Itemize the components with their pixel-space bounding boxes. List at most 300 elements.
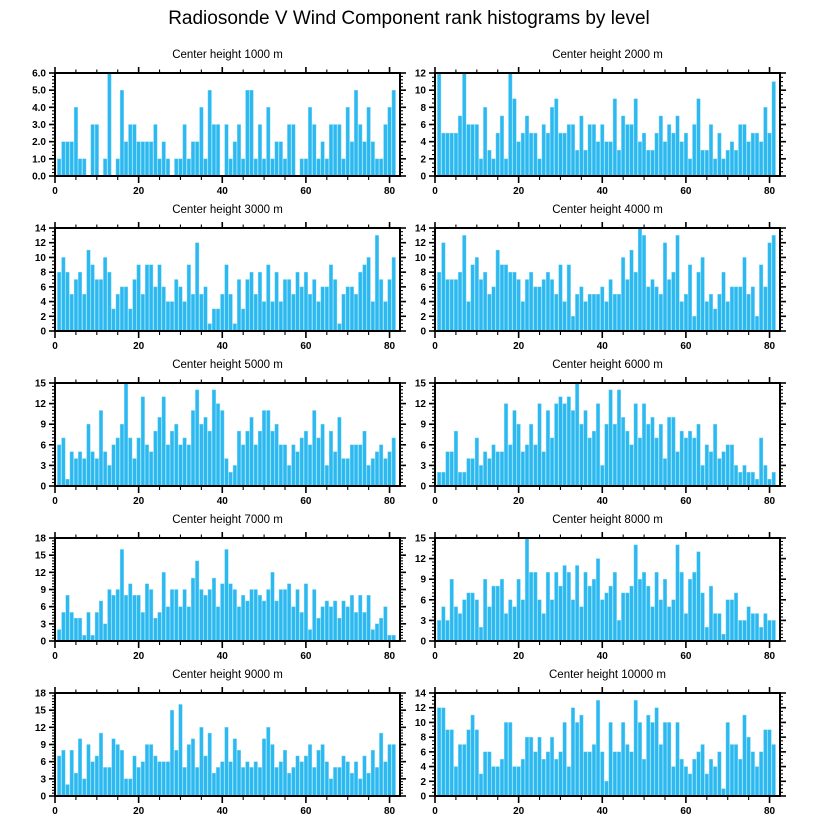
bar (471, 593, 475, 641)
bar (129, 438, 133, 486)
bar (87, 745, 91, 797)
bar (759, 752, 763, 796)
bar (325, 159, 329, 176)
bar (621, 417, 625, 486)
x-tick-label: 0 (432, 806, 438, 817)
bar (542, 759, 546, 796)
bar (200, 590, 204, 642)
bar (87, 250, 91, 331)
bar (262, 601, 266, 641)
bar (241, 309, 245, 331)
bar (739, 759, 743, 796)
bar (95, 125, 99, 177)
bar (684, 294, 688, 331)
bar (375, 767, 379, 796)
x-tick-label: 20 (133, 186, 145, 197)
bar (95, 756, 99, 796)
bar (626, 593, 630, 641)
bar (279, 302, 283, 331)
histogram-panel-5000m (15, 359, 420, 511)
bar (367, 595, 371, 641)
y-tick-label: 6 (420, 440, 426, 452)
bar (772, 235, 776, 331)
bar (617, 150, 621, 176)
bar (688, 159, 692, 176)
bar (667, 607, 671, 641)
x-tick-label: 20 (133, 496, 145, 507)
bar (534, 445, 538, 486)
bar (141, 142, 145, 176)
bar (317, 302, 321, 331)
bar (62, 142, 66, 176)
bar (647, 715, 651, 796)
bar (384, 459, 388, 486)
bar (609, 142, 613, 176)
bar (212, 578, 216, 641)
y-tick-label: 9 (420, 574, 426, 586)
bar (471, 459, 475, 486)
x-tick-label: 0 (432, 651, 438, 662)
bar (103, 159, 107, 176)
bar (70, 612, 74, 641)
bar (659, 745, 663, 797)
bar (642, 133, 646, 176)
bar (458, 745, 462, 797)
bar (483, 452, 487, 486)
bar (751, 133, 755, 176)
bar (734, 150, 738, 176)
histogram-plot (15, 65, 420, 201)
bar (571, 125, 575, 177)
bar (605, 781, 609, 796)
bar (525, 280, 529, 332)
bar (254, 159, 258, 176)
subplot-title: Center height 6000 m (552, 359, 663, 371)
y-tick-label: 10 (414, 252, 426, 264)
bar (613, 752, 617, 796)
histogram-plot (395, 65, 800, 201)
bar (375, 159, 379, 176)
bar (718, 133, 722, 176)
bar (233, 324, 237, 331)
bar (267, 727, 271, 796)
histogram-plot (395, 530, 800, 666)
bar (755, 614, 759, 641)
bar (313, 767, 317, 796)
bar (329, 431, 333, 486)
bar (747, 294, 751, 331)
bar (254, 294, 258, 331)
bar (296, 272, 300, 331)
bar (538, 159, 542, 176)
y-tick-label: 8 (420, 267, 426, 279)
bar (534, 133, 538, 176)
bar (112, 595, 116, 641)
bar (191, 410, 195, 486)
bar (446, 620, 450, 641)
bar (655, 287, 659, 331)
y-tick-label: 15 (34, 705, 46, 717)
bar (384, 302, 388, 331)
x-tick-label: 60 (300, 496, 312, 507)
x-tick-label: 80 (763, 806, 776, 817)
bar (450, 280, 454, 332)
bar (596, 559, 600, 641)
bar (467, 302, 471, 331)
bar (626, 125, 630, 177)
bar (496, 452, 500, 486)
bar (204, 159, 208, 176)
histogram-svg (395, 685, 800, 821)
bar (688, 265, 692, 331)
bar (500, 452, 504, 486)
bar (329, 265, 333, 331)
bar (559, 586, 563, 641)
bar (158, 265, 162, 331)
bar (292, 767, 296, 796)
bar (504, 265, 508, 331)
bar (329, 607, 333, 641)
x-tick-label: 80 (383, 496, 396, 507)
bar (95, 459, 99, 486)
bar (359, 272, 363, 331)
x-tick-label: 0 (432, 186, 438, 197)
bar (672, 133, 676, 176)
subplot-title: Center height 5000 m (172, 359, 283, 371)
bar (246, 280, 250, 332)
bar (651, 722, 655, 796)
bar (534, 572, 538, 641)
bar (229, 584, 233, 641)
bar (739, 125, 743, 177)
bar (697, 752, 701, 796)
y-tick-label: 3 (40, 774, 46, 786)
bar (229, 472, 233, 486)
bar (57, 445, 61, 486)
bar (463, 235, 467, 331)
bar (133, 125, 137, 177)
bar (338, 324, 342, 331)
bar (517, 579, 521, 641)
bar (555, 572, 559, 641)
bar (292, 445, 296, 486)
bar (221, 294, 225, 331)
histogram-svg (15, 375, 420, 511)
bar (91, 265, 95, 331)
bar (254, 762, 258, 796)
bar (617, 390, 621, 486)
bar (534, 287, 538, 331)
bar (467, 125, 471, 177)
bar (225, 727, 229, 796)
bar (91, 452, 95, 486)
bar (676, 235, 680, 331)
subplot-title: Center height 10000 m (549, 669, 666, 681)
bar (99, 410, 103, 486)
bar (187, 745, 191, 797)
y-tick-label: 9 (420, 419, 426, 431)
bar (722, 452, 726, 486)
bar (66, 785, 70, 796)
bar (208, 90, 212, 176)
bar (642, 572, 646, 641)
bar (154, 618, 158, 641)
bar (375, 235, 379, 331)
bar (567, 767, 571, 796)
bar (772, 745, 776, 797)
bar (158, 417, 162, 486)
bar (651, 417, 655, 486)
bar (722, 159, 726, 176)
bar (283, 750, 287, 796)
bar (705, 627, 709, 641)
bar (513, 410, 517, 486)
bar (672, 600, 676, 641)
bar (500, 265, 504, 331)
bar (241, 767, 245, 796)
bar (446, 133, 450, 176)
bar (129, 309, 133, 331)
bar (346, 607, 350, 641)
bar (346, 107, 350, 176)
x-tick-label: 60 (680, 186, 692, 197)
bar (241, 595, 245, 641)
x-tick-label: 60 (680, 496, 692, 507)
bar (734, 287, 738, 331)
y-tick-label: 15 (414, 378, 426, 390)
bar (454, 280, 458, 332)
y-tick-label: 18 (34, 688, 46, 700)
bar (609, 722, 613, 796)
bar (475, 125, 479, 177)
histogram-panel-6000m (395, 359, 800, 511)
bar (91, 762, 95, 796)
x-tick-label: 60 (300, 806, 312, 817)
bar (684, 133, 688, 176)
bar (195, 561, 199, 641)
bar (99, 733, 103, 796)
bar (346, 762, 350, 796)
bar (74, 107, 78, 176)
y-tick-label: 0.0 (32, 171, 46, 183)
bar (325, 465, 329, 486)
bar (638, 579, 642, 641)
bar (200, 424, 204, 486)
bar (542, 452, 546, 486)
histogram-svg (395, 375, 800, 511)
y-tick-label: 6.0 (32, 68, 46, 80)
bar (99, 280, 103, 332)
bar (546, 133, 550, 176)
bar (437, 472, 441, 486)
bar (62, 438, 66, 486)
bar (483, 107, 487, 176)
bar (66, 272, 70, 331)
bar (287, 465, 291, 486)
histogram-svg (15, 65, 420, 201)
bar (726, 722, 730, 796)
bar (304, 272, 308, 331)
bar (521, 452, 525, 486)
bar (371, 302, 375, 331)
bar (492, 767, 496, 796)
bar (667, 722, 671, 796)
bar (133, 459, 137, 486)
bar (233, 739, 237, 796)
bar (129, 779, 133, 796)
bar (475, 730, 479, 796)
bar (751, 287, 755, 331)
bar (713, 767, 717, 796)
bar (108, 767, 112, 796)
bar (626, 280, 630, 332)
y-tick-label: 2 (40, 311, 46, 323)
bar (300, 159, 304, 176)
bar (120, 287, 124, 331)
y-tick-label: 4.0 (32, 102, 46, 114)
bar (95, 612, 99, 641)
bar (166, 159, 170, 176)
bar (718, 294, 722, 331)
bar (592, 431, 596, 486)
bar (663, 142, 667, 176)
bar (513, 767, 517, 796)
bar (191, 739, 195, 796)
bar (546, 572, 550, 641)
bar (471, 265, 475, 331)
bar (271, 572, 275, 641)
bar (739, 287, 743, 331)
bar (496, 133, 500, 176)
bar (601, 752, 605, 796)
bar (697, 552, 701, 641)
bar (492, 586, 496, 641)
bar (647, 586, 651, 641)
bar (204, 756, 208, 796)
bar (726, 150, 730, 176)
bar (596, 294, 600, 331)
bar (488, 294, 492, 331)
bar (701, 150, 705, 176)
bar (204, 595, 208, 641)
bar (693, 759, 697, 796)
bar (292, 607, 296, 641)
bar (634, 700, 638, 796)
x-tick-label: 80 (383, 341, 396, 352)
bar (254, 445, 258, 486)
bar (446, 280, 450, 332)
bar (580, 715, 584, 796)
bar (262, 159, 266, 176)
bar (275, 767, 279, 796)
bar (722, 272, 726, 331)
bar (195, 390, 199, 486)
bar (621, 116, 625, 176)
bar (254, 590, 258, 642)
bar (538, 287, 542, 331)
bar (743, 125, 747, 177)
bar (555, 294, 559, 331)
bar (442, 472, 446, 486)
bar (271, 302, 275, 331)
bar (722, 634, 726, 641)
bar (693, 316, 697, 331)
bar (149, 745, 153, 797)
bar (212, 773, 216, 796)
y-tick-label: 8 (40, 267, 46, 279)
bar (638, 142, 642, 176)
bar (705, 774, 709, 796)
bar (308, 745, 312, 797)
bar (529, 572, 533, 641)
bar (659, 116, 663, 176)
x-tick-label: 60 (300, 341, 312, 352)
bar (751, 614, 755, 641)
y-tick-label: 4 (420, 297, 426, 309)
bar (730, 287, 734, 331)
bar (116, 438, 120, 486)
x-tick-label: 40 (596, 651, 608, 662)
bar (538, 404, 542, 486)
bar (634, 545, 638, 641)
bar (262, 739, 266, 796)
bar (454, 767, 458, 796)
bar (479, 280, 483, 332)
bar (513, 99, 517, 176)
bar (166, 607, 170, 641)
bar (367, 773, 371, 796)
bar (768, 243, 772, 331)
bar (342, 159, 346, 176)
bar (713, 309, 717, 331)
bar (529, 424, 533, 486)
bar (379, 618, 383, 641)
bar (726, 445, 730, 486)
bar (667, 280, 671, 332)
y-tick-label: 4 (420, 762, 426, 774)
bar (617, 294, 621, 331)
bar (529, 737, 533, 796)
bar (258, 767, 262, 796)
histogram-svg (395, 220, 800, 356)
x-tick-label: 60 (680, 341, 692, 352)
histogram-svg (15, 530, 420, 666)
bar (162, 762, 166, 796)
bar (626, 431, 630, 486)
bar (676, 722, 680, 796)
bar (768, 620, 772, 641)
bar (693, 125, 697, 177)
bar (621, 722, 625, 796)
bar (137, 595, 141, 641)
bar (713, 614, 717, 641)
bar (454, 133, 458, 176)
bar (550, 280, 554, 332)
bar (359, 125, 363, 177)
bar (680, 142, 684, 176)
bar (325, 762, 329, 796)
bar (688, 774, 692, 796)
bar (124, 383, 128, 486)
bar (513, 607, 517, 641)
bar (596, 404, 600, 486)
bar (463, 73, 467, 176)
bar (384, 125, 388, 177)
bar (300, 438, 304, 486)
bar (145, 584, 149, 641)
histogram-panel-9000m (15, 669, 420, 821)
x-tick-label: 40 (216, 496, 228, 507)
